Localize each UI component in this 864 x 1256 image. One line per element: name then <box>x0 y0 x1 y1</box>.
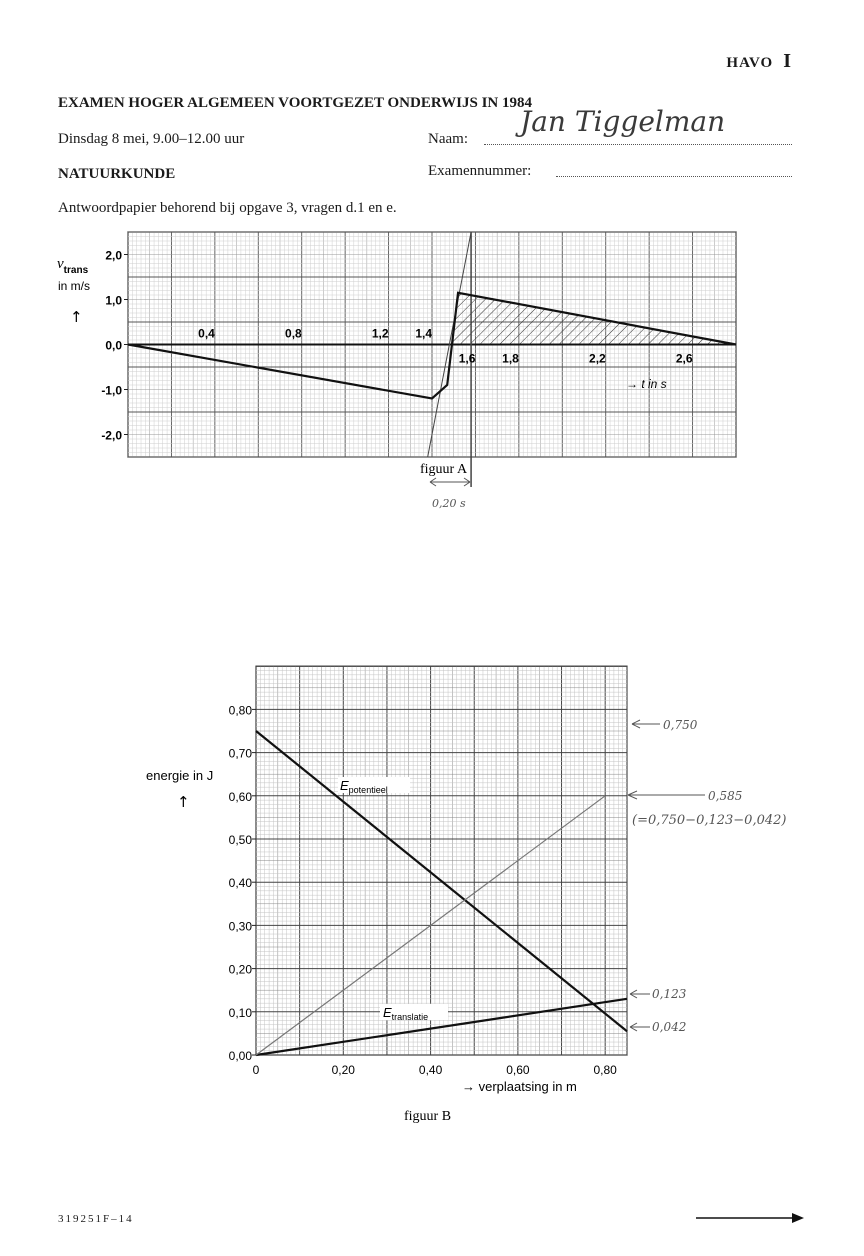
exam-title: EXAMEN HOGER ALGEMEEN VOORTGEZET ONDERWIJS IN 1984 <box>58 95 533 111</box>
y-axis-label-symbol: $v_{trans}$ <box>57 256 89 276</box>
figure-a-caption: figuur A <box>420 462 468 477</box>
y-tick-label: 0,80 <box>228 703 252 718</box>
x-tick-label: 0,20 <box>331 1063 355 1077</box>
y-tick-label: 0,0 <box>105 338 122 353</box>
x-tick-label: 0,8 <box>285 326 302 341</box>
y-axis-arrow: ↑ <box>70 308 83 326</box>
x-axis-label: → verplaatsing in m <box>462 1079 577 1094</box>
y-tick-label: 0,50 <box>228 833 252 847</box>
x-tick-label: 0 <box>252 1063 260 1077</box>
translation-energy-label: $E_{translatie}$ <box>383 1005 429 1022</box>
y-tick-label: 0,60 <box>228 789 252 804</box>
exam-date: Dinsdag 8 mei, 9.00–12.00 uur <box>58 131 245 147</box>
potential-energy-label: $E_{potentieel}$ <box>340 778 388 795</box>
next-page-arrow-icon <box>694 1210 806 1226</box>
y-tick-label: 0,30 <box>228 919 252 934</box>
annotation-calculation: (=0,750−0,123−0,042) <box>632 813 787 828</box>
handwritten-annotations <box>628 718 786 1034</box>
x-tick-label: 0,80 <box>593 1063 617 1077</box>
y-tick-label: 0,40 <box>228 876 252 891</box>
level-heading <box>726 50 792 73</box>
figure-a-chart <box>0 220 864 520</box>
x-tick-label: 2,2 <box>589 351 606 366</box>
figure-b-caption: figuur B <box>404 1109 452 1124</box>
level-roman-numeral: I <box>783 50 792 72</box>
x-tick-label: 1,6 <box>458 351 476 366</box>
annotation-0585: 0,585 <box>708 789 743 803</box>
x-tick-label: 0,4 <box>198 326 215 341</box>
x-tick-label: 0,40 <box>418 1063 443 1077</box>
interval-bracket <box>430 478 470 486</box>
page-code: 319251F–14 <box>58 1213 134 1225</box>
y-axis-label: energie in J <box>146 768 214 783</box>
y-tick-label: 0,00 <box>228 1049 252 1063</box>
x-tick-label: 2,6 <box>675 351 693 366</box>
annotation-0750: 0,750 <box>663 718 698 732</box>
figure-b-chart <box>0 650 864 1130</box>
y-tick-label: -2,0 <box>101 428 122 443</box>
x-tick-label: 0,60 <box>506 1063 530 1077</box>
y-axis-arrow: ↑ <box>177 793 190 811</box>
figure-b-grid <box>256 666 627 1055</box>
y-tick-label: 1,0 <box>105 293 122 308</box>
exam-number-label: Examennummer: <box>428 163 532 179</box>
interval-annotation: 0,20 s <box>432 497 466 510</box>
x-tick-label: 1,4 <box>415 326 432 341</box>
annotation-0042: 0,042 <box>652 1020 687 1034</box>
name-handwritten: Jan Tiggelman <box>520 105 726 138</box>
x-axis-label: → t in s <box>626 377 667 391</box>
x-tick-label: 1,8 <box>502 351 519 366</box>
y-tick-label: -1,0 <box>101 383 122 398</box>
y-tick-label: 2,0 <box>105 248 122 263</box>
y-tick-label: 0,70 <box>228 746 252 761</box>
y-axis-label-unit: in m/s <box>58 279 91 293</box>
y-tick-label: 0,10 <box>228 1005 252 1020</box>
level-label: HAVO <box>726 55 774 71</box>
x-tick-label: 1,2 <box>371 326 389 341</box>
instruction-text: Antwoordpapier behorend bij opgave 3, vragen d.1 en e. <box>58 200 397 216</box>
name-label: Naam: <box>428 131 468 147</box>
exam-number-field[interactable] <box>556 162 792 177</box>
y-tick-label: 0,20 <box>228 962 252 977</box>
exam-subject: NATUURKUNDE <box>58 166 176 182</box>
annotation-0123: 0,123 <box>652 987 687 1001</box>
